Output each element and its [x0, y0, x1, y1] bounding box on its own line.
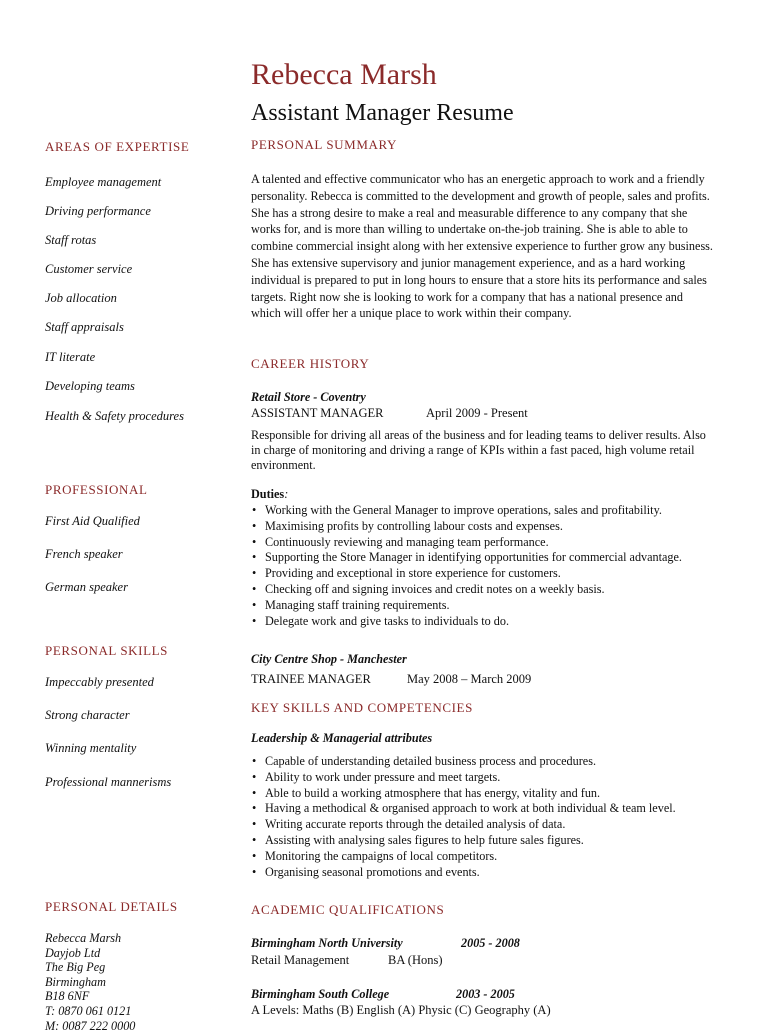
resume-title: Assistant Manager Resume — [251, 100, 514, 126]
job2-employer: City Centre Shop - Manchester — [251, 652, 407, 666]
duties-label-text: Duties — [251, 487, 285, 501]
q2-detail: A Levels: Maths (B) English (A) Physic (C) Geography (A) — [251, 1003, 551, 1017]
resume-name: Rebecca Marsh — [251, 58, 437, 91]
list-item: • Having a methodical & organised approach to work at both individual & team level. — [251, 801, 676, 817]
list-item: • Able to build a working atmosphere that has energy, vitality and fun. — [251, 786, 676, 802]
expertise-item: Health & Safety procedures — [45, 409, 184, 423]
detail-line: Rebecca Marsh — [45, 931, 122, 945]
list-item: • Writing accurate reports through the detailed analysis of data. — [251, 817, 676, 833]
summary-heading: PERSONAL SUMMARY — [251, 137, 398, 152]
list-item: • Ability to work under pressure and meet targets. — [251, 770, 676, 786]
skills-heading: PERSONAL SKILLS — [45, 643, 169, 658]
key-skills-heading: KEY SKILLS AND COMPETENCIES — [251, 700, 473, 715]
list-item: • Capable of understanding detailed business process and procedures. — [251, 754, 676, 770]
q1-years: 2005 - 2008 — [461, 936, 520, 950]
q2-years: 2003 - 2005 — [456, 987, 515, 1001]
job2-dates: May 2008 – March 2009 — [407, 672, 532, 686]
q1-course: Retail Management — [251, 953, 350, 967]
list-item: • Maximising profits by controlling labour costs and expenses. — [251, 519, 682, 535]
duties-list — [251, 503, 682, 629]
professional-item: French speaker — [45, 547, 123, 561]
professional-heading: PROFESSIONAL — [45, 482, 148, 497]
list-item: • Supporting the Store Manager in identifying opportunities for commercial advantage. — [251, 550, 682, 566]
professional-item: German speaker — [45, 580, 128, 594]
expertise-item: Employee management — [45, 175, 162, 189]
details-heading: PERSONAL DETAILS — [45, 899, 178, 914]
detail-line: B18 6NF — [45, 989, 90, 1004]
list-item: • Continuously reviewing and managing team performance. — [251, 535, 682, 551]
personal-details — [45, 931, 135, 1033]
list-item: • Providing and exceptional in store experience for customers. — [251, 566, 682, 582]
expertise-item: Staff appraisals — [45, 320, 124, 334]
list-item: • Assisting with analysing sales figures to help future sales figures. — [251, 833, 676, 849]
duties-colon: : — [284, 487, 289, 501]
skill-item: Strong character — [45, 708, 130, 722]
expertise-heading: AREAS OF EXPERTISE — [45, 139, 190, 154]
job1-employer: Retail Store - Coventry — [251, 390, 366, 404]
career-heading: CAREER HISTORY — [251, 356, 370, 371]
job1-description: Responsible for driving all areas of the business and for leading teams to deliver results. Also in charge of monitoring and driving a range of KPIs within a fast paced, high volume retail environment. — [251, 428, 706, 473]
expertise-item: IT literate — [45, 350, 96, 364]
expertise-item: Developing teams — [45, 379, 135, 393]
detail-line: T: 0870 061 0121 — [45, 1003, 132, 1018]
expertise-item: Driving performance — [45, 204, 151, 218]
detail-line: Dayjob Ltd — [45, 945, 101, 960]
duties-label — [251, 487, 288, 502]
professional-item: First Aid Qualified — [45, 514, 140, 528]
q1-award: BA (Hons) — [388, 953, 443, 967]
job1-title: ASSISTANT MANAGER — [251, 406, 384, 420]
academic-heading: ACADEMIC QUALIFICATIONS — [251, 902, 445, 917]
key-skills-subheading: Leadership & Managerial attributes — [251, 731, 433, 745]
expertise-item: Job allocation — [45, 291, 117, 305]
list-item: • Monitoring the campaigns of local competitors. — [251, 849, 676, 865]
expertise-item: Customer service — [45, 262, 133, 276]
expertise-item: Staff rotas — [45, 233, 97, 247]
q1-school: Birmingham North University — [251, 936, 403, 950]
detail-line: The Big Peg — [45, 960, 106, 975]
summary-text: A talented and effective communicator who has an energetic approach to work and a friendly personality. Rebecca is committed to the development and growth of people, sales and profits. She has a strong desire to make a real and measurable difference to any company that she works for, and is more than willing to undertake on-the-job training. She is able to able to combine commercial insight along with her extensive experience to further grow any business. She has extensive supervisory and junior management experience, and as a hard working individual is prepared to put in long hours to ensure that a store hits its performance and sales targets. Right now she is looking to work for a company that has a national presence and which will offer her a unique place to work within their company. — [251, 172, 713, 321]
detail-line: M: 0087 222 0000 — [45, 1018, 136, 1033]
job1-dates: April 2009 - Present — [426, 406, 528, 420]
list-item: • Checking off and signing invoices and credit notes on a weekly basis. — [251, 582, 682, 598]
list-item: • Delegate work and give tasks to individuals to do. — [251, 614, 682, 630]
skill-item: Winning mentality — [45, 741, 137, 755]
list-item: • Managing staff training requirements. — [251, 598, 682, 614]
key-skills-list — [251, 754, 676, 880]
skill-item: Impeccably presented — [45, 675, 154, 689]
list-item: • Organising seasonal promotions and events. — [251, 865, 676, 881]
job2-title: TRAINEE MANAGER — [251, 672, 371, 686]
q2-school: Birmingham South College — [251, 987, 390, 1001]
list-item: • Working with the General Manager to improve operations, sales and profitability. — [251, 503, 682, 519]
detail-line: Birmingham — [45, 974, 106, 989]
skill-item: Professional mannerisms — [45, 775, 172, 789]
